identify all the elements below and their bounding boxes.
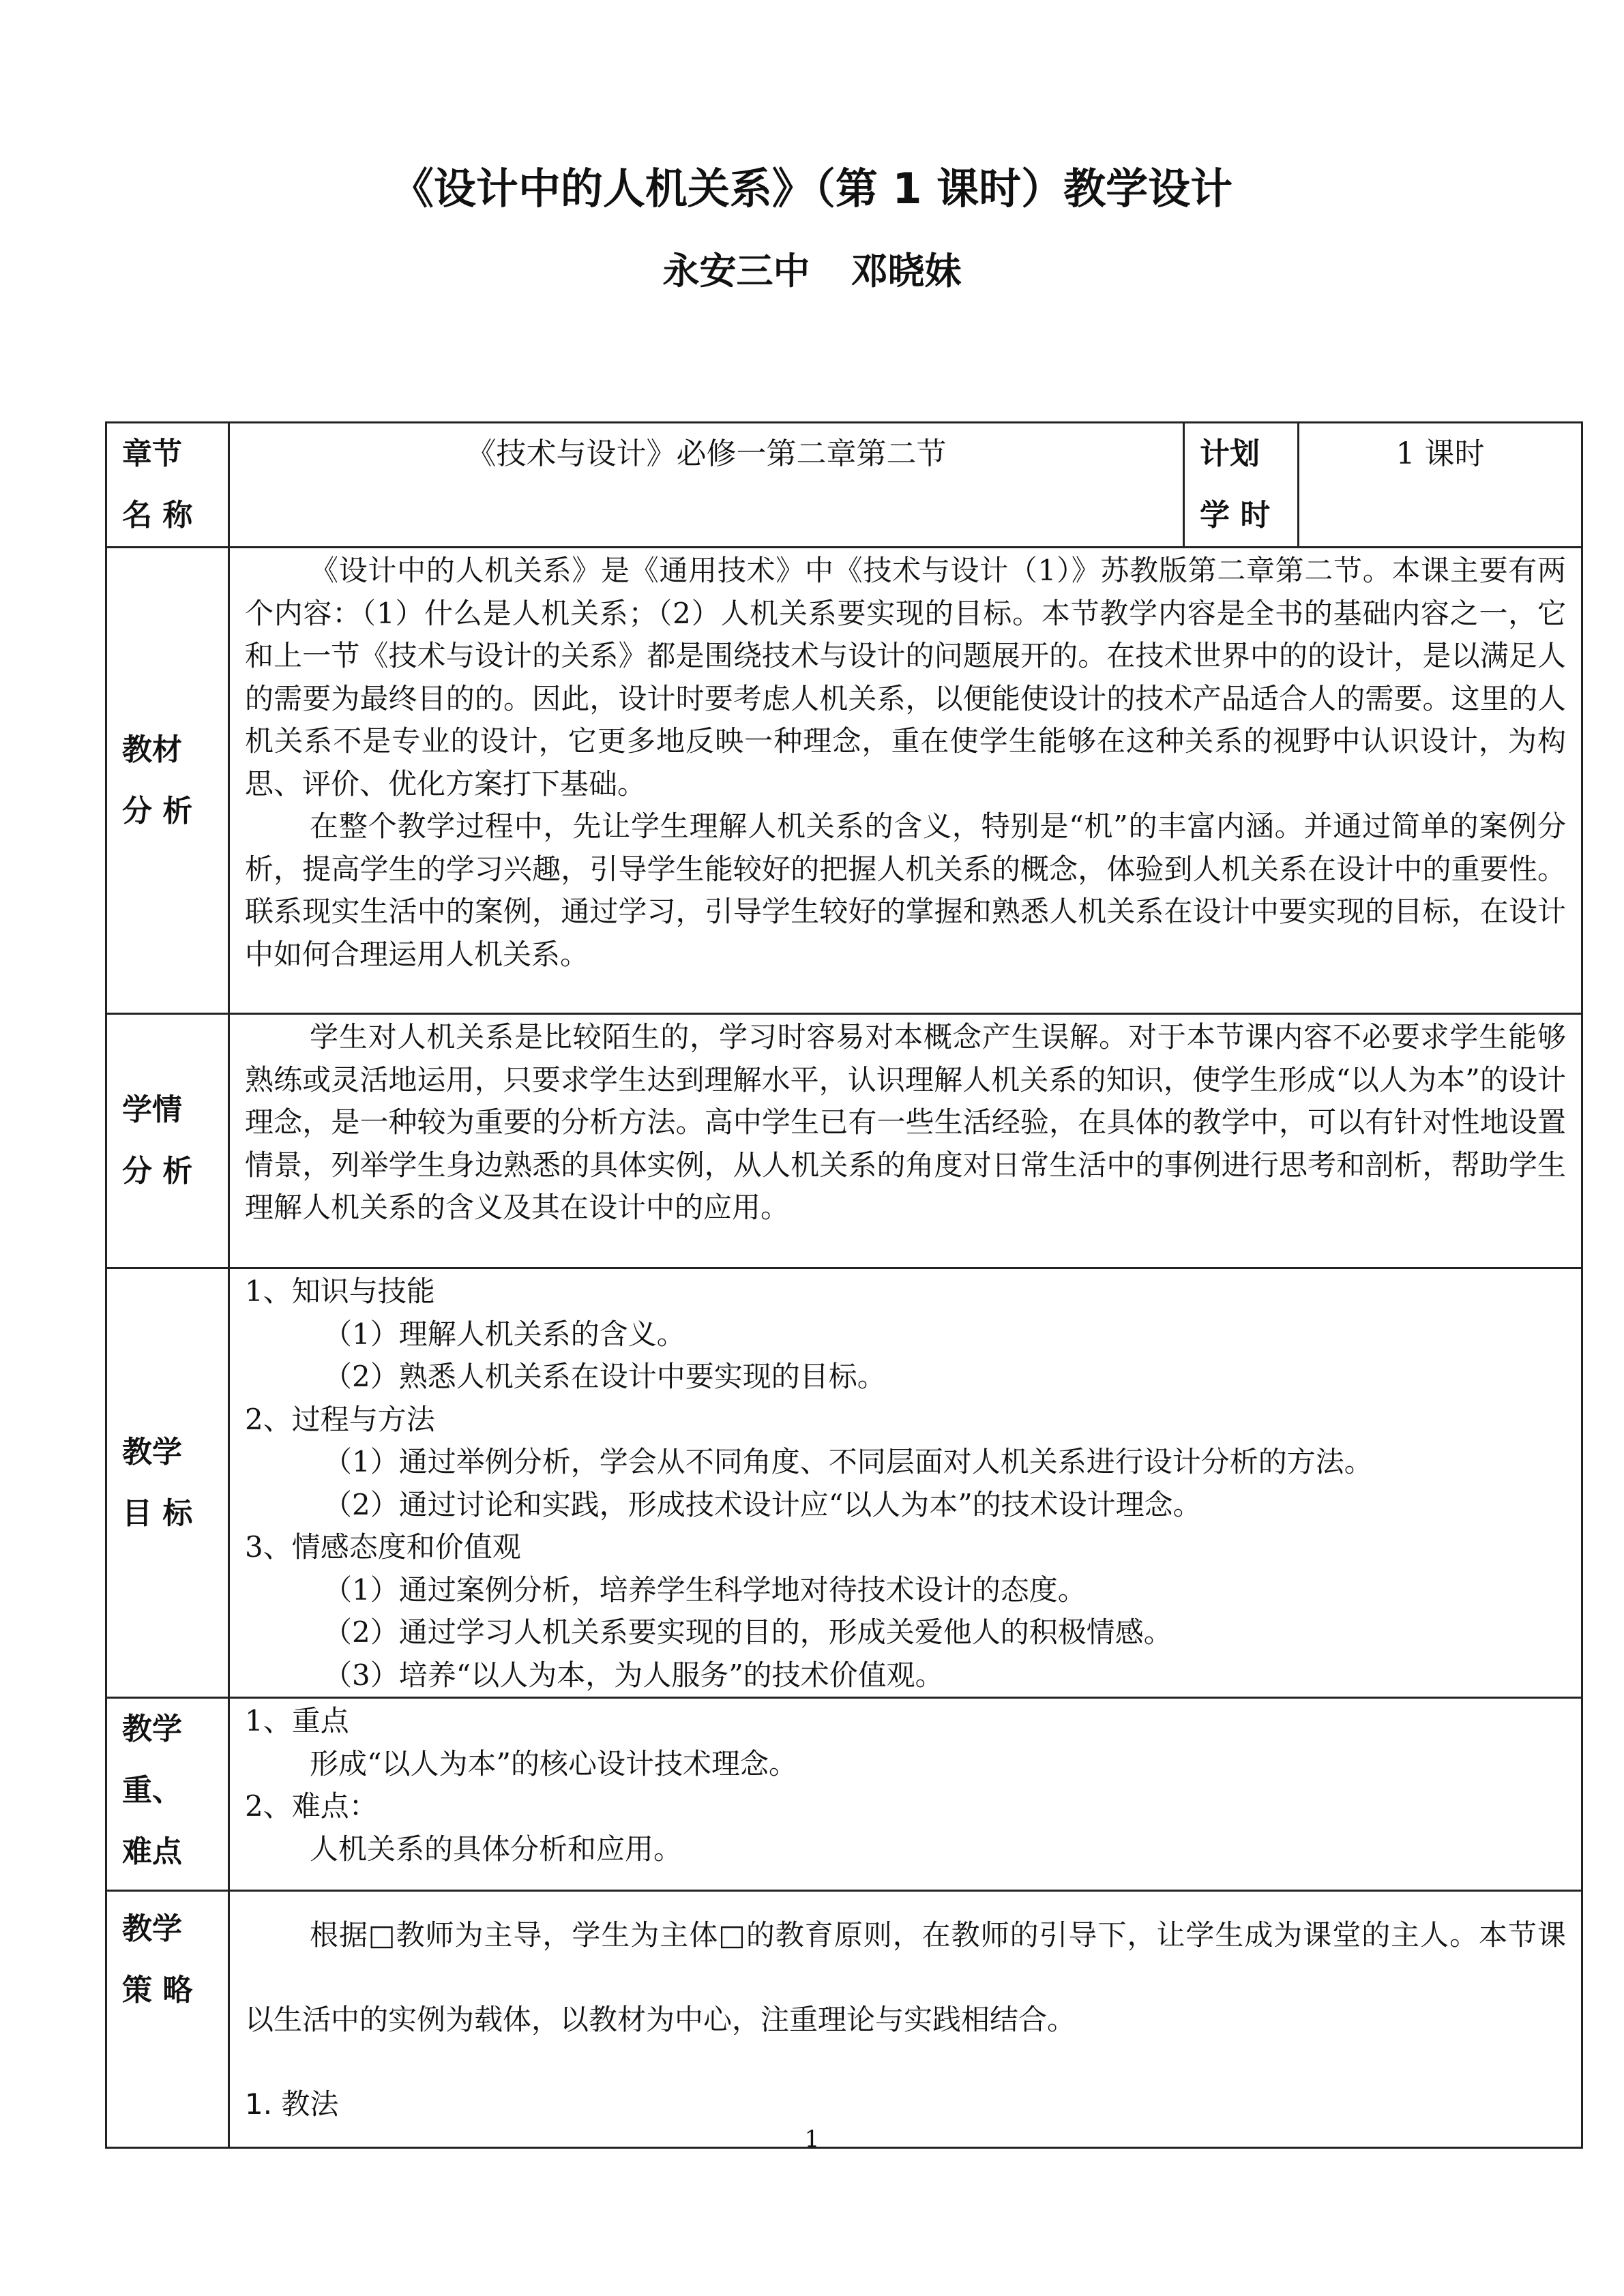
material-analysis-label: 教材 分 析 [106, 548, 229, 1014]
material-analysis-paragraph: 在整个教学过程中，先让学生理解人机关系的含义，特别是“机”的丰富内涵。并通过简单的案例分析，提高学生的学习兴趣，引导学生能较好的把握人机关系的概念，体验到人机关系在设计中的重要性。联系现实生活中的案例，通过学习，引导学生较好的掌握和熟悉人机关系在设计中要实现的目标，在设计中如何合理运用人机关系。 [245, 809, 1566, 971]
school-name: 永安三中 [662, 250, 810, 293]
objectives-content [229, 1268, 1582, 1698]
chapter-value: 《技术与设计》必修一第二章第二节 [229, 423, 1184, 548]
student-analysis-paragraph: 学生对人机关系是比较陌生的，学习时容易对本概念产生误解。对于本节课内容不必要求学生能够熟练或灵活地运用，只要求学生达到理解水平，认识理解人机关系的知识，使学生形成“以人为本”的设计理念，是一种较为重要的分析方法。高中学生已有一些生活经验，在具体的教学中，可以有针对性地设置情景，列举学生身边熟悉的具体实例，从人机关系的角度对日常生活中的事例进行思考和剖析，帮助学生理解人机关系的含义及其在设计中的应用。 [245, 1020, 1566, 1224]
key-points-row [106, 1698, 1582, 1891]
key-points-content [229, 1698, 1582, 1891]
key-point-heading: 1、重点 [245, 1704, 349, 1738]
author-line [0, 244, 1624, 299]
key-points-label: 教学 重、 难点 [106, 1698, 229, 1891]
objective-item: （2）熟悉人机关系在设计中要实现的目标。 [323, 1360, 886, 1393]
student-analysis-label: 学情 分 析 [106, 1014, 229, 1268]
objective-item: （1）通过案例分析，培养学生科学地对待技术设计的态度。 [323, 1572, 1087, 1607]
objective-heading: 2、过程与方法 [245, 1402, 435, 1436]
objective-item: （1）理解人机关系的含义。 [323, 1317, 685, 1351]
key-point-text: 形成“以人为本”的核心设计技术理念。 [310, 1746, 797, 1780]
objective-item: （2）通过学习人机关系要实现的目的，形成关爱他人的积极情感。 [323, 1615, 1172, 1649]
hours-label: 计划 学 时 [1184, 423, 1299, 548]
chapter-label: 章节 名 称 [106, 423, 229, 548]
objective-heading: 1、知识与技能 [245, 1274, 435, 1308]
objectives-row [106, 1268, 1582, 1698]
objective-item: （1）通过举例分析，学会从不同角度、不同层面对人机关系进行设计分析的方法。 [323, 1445, 1373, 1478]
strategy-label: 教学 策 略 [106, 1891, 229, 2148]
material-analysis-content [229, 548, 1582, 1014]
student-analysis-row [106, 1014, 1582, 1268]
page-number: 1 [804, 2126, 820, 2153]
document-title: 《设计中的人机关系》（第 1 课时）教学设计 [391, 164, 1233, 213]
key-point-text: 人机关系的具体分析和应用。 [310, 1832, 683, 1866]
objective-item: （2）通过讨论和实践，形成技术设计应“以人为本”的技术设计理念。 [323, 1487, 1202, 1521]
material-analysis-row [106, 548, 1582, 1014]
key-point-heading: 2、难点： [245, 1789, 378, 1823]
strategy-content [229, 1891, 1582, 2148]
strategy-row [106, 1891, 1582, 2148]
strategy-paragraph: 根据□教师为主导，学生为主体□的教育原则，在教师的引导下，让学生成为课堂的主人。本节课以生活中的实例为载体，以教材为中心，注重理论与实践相结合。 [245, 1918, 1566, 2036]
chapter-row [106, 423, 1582, 548]
author-name: 邓晓妹 [851, 250, 962, 293]
objective-heading: 3、情感态度和价值观 [245, 1530, 521, 1564]
objective-item: （3）培养“以人为本，为人服务”的技术价值观。 [323, 1658, 944, 1692]
lesson-plan-table [105, 421, 1583, 2149]
objectives-label: 教学 目 标 [106, 1268, 229, 1698]
material-analysis-paragraph: 《设计中的人机关系》是《通用技术》中《技术与设计（1）》苏教版第二章第二节。本课主要有两个内容：（1）什么是人机关系；（2）人机关系要实现的目标。本节教学内容是全书的基础内容之一，它和上一节《技术与设计的关系》都是围绕技术与设计的问题展开的。在技术世界中的的设计，是以满足人的需要为最终目的的。因此，设计时要考虑人机关系，以便能使设计的技术产品适合人的需要。这里的人机关系不是专业的设计，它更多地反映一种理念，重在使学生能够在这种关系的视野中认识设计，为构思、评价、优化方案打下基础。 [245, 554, 1566, 801]
teaching-method-heading: 1. 教法 [245, 2087, 339, 2121]
student-analysis-content [229, 1014, 1582, 1268]
hours-value: 1 课时 [1299, 423, 1582, 548]
